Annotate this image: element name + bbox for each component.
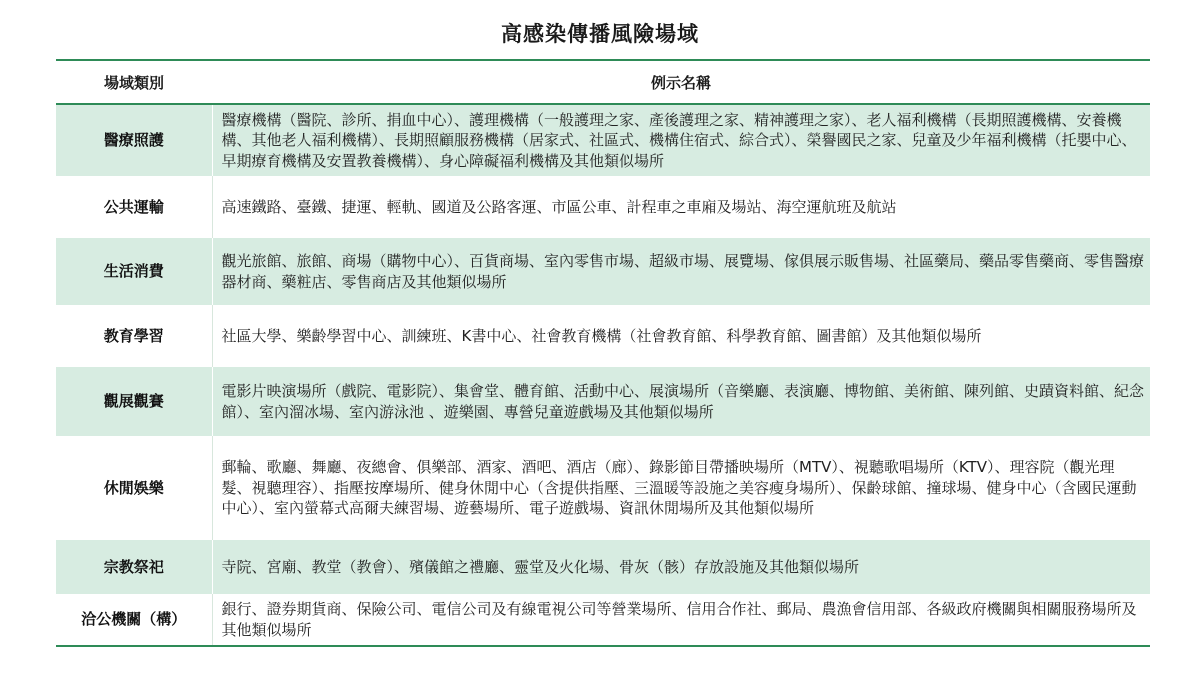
table-row xyxy=(56,594,1150,646)
header-category: 場域類別 xyxy=(56,60,212,104)
examples-cell: 電影片映演場所（戲院、電影院）、集會堂、體育館、活動中心、展演場所（音樂廳、表演廳、博物館、美術館、陳列館、史蹟資料館、紀念館）、室內溜冰場、室內游泳池 、遊樂園、專營兒童遊戲場及其他類似場所 xyxy=(212,367,1150,436)
category-cell: 休閒娛樂 xyxy=(103,478,164,497)
category-cell: 洽公機關（構） xyxy=(56,594,212,646)
category-cell: 生活消費 xyxy=(56,238,212,305)
examples-cell: 銀行、證券期貨商、保險公司、電信公司及有線電視公司等營業場所、信用合作社、郵局、農漁會信用部、各級政府機關與相關服務場所及其他類似場所 xyxy=(212,594,1150,646)
category-cell: 教育學習 xyxy=(103,326,164,345)
examples-cell: 醫療機構（醫院、診所、捐血中心）、護理機構（一般護理之家、產後護理之家、精神護理之家）、老人福利機構（長期照護機構、安養機構、其他老人福利機構）、長期照顧服務機構（居家式、社區式、機構住宿式、綜合式）、榮譽國民之家、兒童及少年福利機構（托嬰中心、早期療育機構及安置教養機構）、身心障礙福利機構及其他類似場所 xyxy=(212,104,1150,176)
table-row xyxy=(56,436,1150,540)
category-cell: 觀展觀賽 xyxy=(56,367,212,436)
table-row xyxy=(56,540,1150,594)
examples-cell: 社區大學、樂齡學習中心、訓練班、K書中心、社會教育機構（社會教育館、科學教育館、圖書館）及其他類似場所 xyxy=(212,305,1150,367)
table-header-row xyxy=(56,60,1150,104)
category-cell: 公共運輸 xyxy=(103,197,164,216)
header-examples: 例示名稱 xyxy=(212,60,1150,104)
table-row xyxy=(56,367,1150,436)
table-row xyxy=(56,305,1150,367)
examples-cell: 觀光旅館、旅館、商場（購物中心）、百貨商場、室內零售市場、超級市場、展覽場、傢俱展示販售場、社區藥局、藥品零售藥商、零售醫療器材商、藥粧店、零售商店及其他類似場所 xyxy=(212,238,1150,305)
table-row xyxy=(56,176,1150,238)
page-title: 高感染傳播風險場域 xyxy=(501,22,699,46)
category-cell: 醫療照護 xyxy=(56,104,212,176)
table-row xyxy=(56,238,1150,305)
examples-cell: 高速鐵路、臺鐵、捷運、輕軌、國道及公路客運、市區公車、計程車之車廂及場站、海空運航班及航站 xyxy=(212,176,1150,238)
examples-cell: 郵輪、歌廳、舞廳、夜總會、俱樂部、酒家、酒吧、酒店（廊）、錄影節目帶播映場所（MTV）、視聽歌唱場所（KTV）、理容院（觀光理髮、視聽理容）、指壓按摩場所、健身休閒中心（含提供指壓、三溫暖等設施之美容瘦身場所）、保齡球館、撞球場、健身中心（含國民運動中心）、室內螢幕式高爾夫練習場、遊藝場所、電子遊戲場、資訊休閒場所及其他類似場所 xyxy=(212,436,1150,540)
table-row xyxy=(56,104,1150,176)
category-cell: 宗教祭祀 xyxy=(56,540,212,594)
risk-venues-table xyxy=(56,59,1150,647)
examples-cell: 寺院、宮廟、教堂（教會）、殯儀館之禮廳、靈堂及火化場、骨灰（骸）存放設施及其他類似場所 xyxy=(212,540,1150,594)
